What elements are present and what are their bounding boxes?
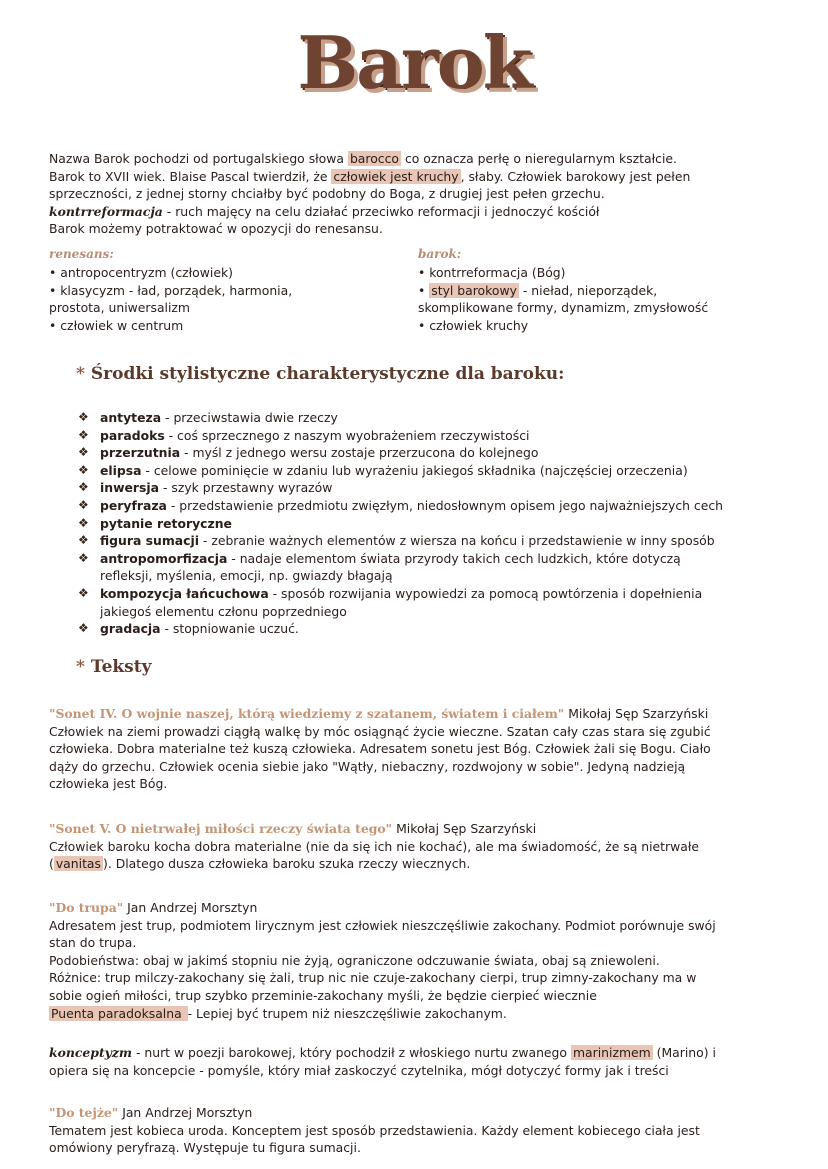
devices-list (76, 409, 776, 638)
device-item: ❖ peryfraza - przedstawienie przedmiotu zwięzłym, niedosłownym opisem jego najważniejszych cech (78, 497, 724, 513)
barok-item: • człowiek kruchy (418, 318, 529, 334)
highlight: styl barokowy (431, 282, 517, 298)
device-item: ❖ inwersja - szyk przestawny wyrazów (78, 480, 333, 496)
text-title-line (49, 899, 779, 917)
texts-heading: * Teksty (76, 657, 152, 677)
poem-author: Jan Andrzej Morsztyn (118, 1105, 253, 1120)
barok-column (418, 246, 798, 335)
barok-item: • styl barokowy - nieład, nieporządek, (418, 282, 658, 298)
paragraph-line: Tematem jest kobieca uroda. Konceptem jest sposób przedstawienia. Każdy element kobiecego ciała jest (49, 1122, 700, 1138)
device-item: ❖ antropomorfizacja - nadaje elementom świata przyrody takich cech ludzkich, które dotyczą refleksji, myślenia, emocji, np. gwiazdy błagają (78, 550, 681, 584)
diamond-bullet-icon: ❖ (78, 621, 89, 636)
paragraph-line: Człowiek na ziemi prowadzi ciągłą walkę by móc osiągnąć życie wieczne. Szatan cały czas stara się zgubić (49, 723, 711, 739)
kontrreformacja-definition: kontrreformacja - ruch majęcy na celu działać przeciwko reformacji i jednoczyć kościół (49, 203, 600, 219)
renesans-column (49, 246, 389, 335)
paragraph-line: sobie ogień miłości, trup szybko przeminie-zakochany myśli, że będzie cierpieć wiecznie (49, 987, 597, 1003)
barok-item: skomplikowane formy, dynamizm, zmysłowość (418, 300, 709, 316)
do-tejze-section (49, 1104, 779, 1157)
diamond-bullet-icon: ❖ (78, 533, 89, 548)
asterisk-icon: * (76, 657, 85, 677)
diamond-bullet-icon: ❖ (78, 462, 89, 477)
paragraph-line: Człowiek baroku kocha dobra materialne (nie da się ich nie kochać), ale ma świadomość, że są nietrwałe (49, 838, 700, 854)
highlight: Puenta paradoksalna (51, 1005, 186, 1021)
renesans-item: • antropocentryzm (człowiek) (49, 264, 233, 280)
device-item: ❖ elipsa - celowe pominięcie w zdaniu lub wyrażeniu jakiegoś składnika (najczęściej orzeczenia) (78, 462, 688, 478)
do-trupa-section (49, 899, 779, 1022)
paragraph-line: Podobieństwa: obaj w jakimś stopniu nie żyją, ograniczone odczuwanie świata, obaj są zniewoleni. (49, 952, 660, 968)
text-title-line (49, 1104, 779, 1122)
device-item: ❖ przerzutnia - myśl z jednego wersu zostaje przerzucona do kolejnego (78, 445, 539, 461)
paragraph-line: omówiony peryfrazą. Występuje tu figura sumacji. (49, 1140, 361, 1156)
diamond-bullet-icon: ❖ (78, 585, 89, 600)
paragraph-line: Puenta paradoksalna - Lepiej być trupem niż nieszczęśliwie zakochanym. (51, 1005, 507, 1021)
paragraph-line: Różnice: trup milczy-zakochany się żali, trup nic nie czuje-zakochany cierpi, trup zimny-zakochany ma w (49, 970, 697, 986)
intro-line: Nazwa Barok pochodzi od portugalskiego słowa barocco co oznacza perłę o nieregularnym kształcie. (49, 151, 677, 166)
konceptyzm-term: konceptyzm (49, 1045, 133, 1060)
paragraph-line: stan do trupa. (49, 935, 137, 951)
device-item: ❖ pytanie retoryczne (78, 515, 232, 531)
paragraph-line: dąży do grzechu. Człowiek ocenia siebie jako "Wątły, niebaczny, rozdwojony w sobie". Jedyną nadzieją (49, 758, 686, 774)
poem-title: "Do trupa" (49, 900, 124, 915)
diamond-bullet-icon: ❖ (78, 410, 89, 424)
device-item: ❖ gradacja - stopniowanie uczuć. (78, 621, 299, 637)
renesans-item: • klasycyzm - ład, porządek, harmonia, (49, 282, 293, 298)
highlight: marinizmem (572, 1045, 651, 1060)
comparison-section (49, 246, 779, 346)
barok-heading: barok: (418, 247, 462, 261)
title-banner (0, 18, 828, 108)
device-item: ❖ paradoks - coś sprzecznego z naszym wyobrażeniem rzeczywistości (78, 427, 530, 443)
poem-author: Mikołaj Sęp Szarzyński (564, 706, 709, 721)
devices-heading: * Środki stylistyczne charakterystyczne dla baroku: (76, 364, 565, 384)
renesans-item: • człowiek w centrum (49, 318, 184, 334)
renesans-heading: renesans: (49, 247, 114, 261)
device-item: ❖ antyteza - przeciwstawia dwie rzeczy (78, 410, 338, 425)
poem-title: "Do tejże" (49, 1105, 119, 1120)
poem-author: Jan Andrzej Morsztyn (123, 900, 258, 915)
paragraph-line: Adresatem jest trup, podmiotem lirycznym jest człowiek nieszczęśliwie zakochany. Podmiot porównuje swój (49, 917, 716, 933)
diamond-bullet-icon: ❖ (78, 445, 89, 460)
asterisk-icon: * (76, 364, 85, 384)
highlight: człowiek jest kruchy (333, 168, 459, 184)
paragraph-line: ( vanitas ). Dlatego dusza człowieka baroku szuka rzeczy wiecznych. (49, 856, 471, 872)
paragraph-line: człowieka jest Bóg. (49, 776, 168, 792)
poem-title: "Sonet IV. O wojnie naszej, którą wiedziemy z szatanem, światem i ciałem" (49, 706, 565, 721)
diamond-bullet-icon: ❖ (78, 497, 89, 512)
highlight: barocco (349, 151, 400, 166)
barok-item: • kontrreformacja (Bóg) (418, 264, 566, 280)
diamond-bullet-icon: ❖ (78, 427, 89, 442)
intro-line: sprzeczności, z jednej storny chciałby być podobny do Boga, z drugiej jest pełen grzechu. (49, 186, 605, 202)
sonet-iv-section (49, 705, 779, 793)
poem-title: "Sonet V. O nietrwałej miłości rzeczy świata tego" (49, 821, 393, 836)
highlight: vanitas (55, 856, 101, 872)
poem-author: Mikołaj Sęp Szarzyński (392, 821, 537, 836)
konceptyzm-section (49, 1044, 779, 1079)
intro-section (49, 150, 779, 238)
device-item: ❖ figura sumacji - zebranie ważnych elementów z wiersza na końcu i przedstawienie w inny sposób (78, 533, 715, 549)
page-title: Barok (297, 20, 531, 105)
text-title-line (49, 820, 779, 838)
diamond-bullet-icon: ❖ (78, 480, 89, 495)
paragraph-line: człowieka. Dobra materialne też kuszą człowieka. Adresatem sonetu jest Bóg. Człowiek żali się Bogu. Ciało (49, 741, 711, 757)
intro-line: Barok to XVII wiek. Blaise Pascal twierdził, że człowiek jest kruchy , słaby. Człowiek barokowy jest pełen (49, 168, 691, 184)
renesans-item: prostota, uniwersalizm (49, 300, 190, 316)
diamond-bullet-icon: ❖ (78, 515, 89, 530)
text-title-line (49, 705, 779, 723)
kontrreformacja-term: kontrreformacja (49, 203, 163, 219)
diamond-bullet-icon: ❖ (78, 550, 89, 565)
device-item: ❖ kompozycja łańcuchowa - sposób rozwijania wypowiedzi za pomocą powtórzenia i dopełnienia jakiegoś elementu członu poprzedniego (78, 585, 703, 619)
paragraph-line: opiera się na koncepcie - pomyśle, który miał zaskoczyć czytelnika, mógł dotyczyć formy jak i treści (49, 1062, 669, 1078)
sonet-v-section (49, 820, 779, 873)
paragraph-line: konceptyzm - nurt w poezji barokowej, który pochodził z włoskiego nurtu zwanego marinizmem (Marino) i (49, 1045, 716, 1060)
intro-line: Barok możemy potraktować w opozycji do renesansu. (49, 221, 383, 237)
